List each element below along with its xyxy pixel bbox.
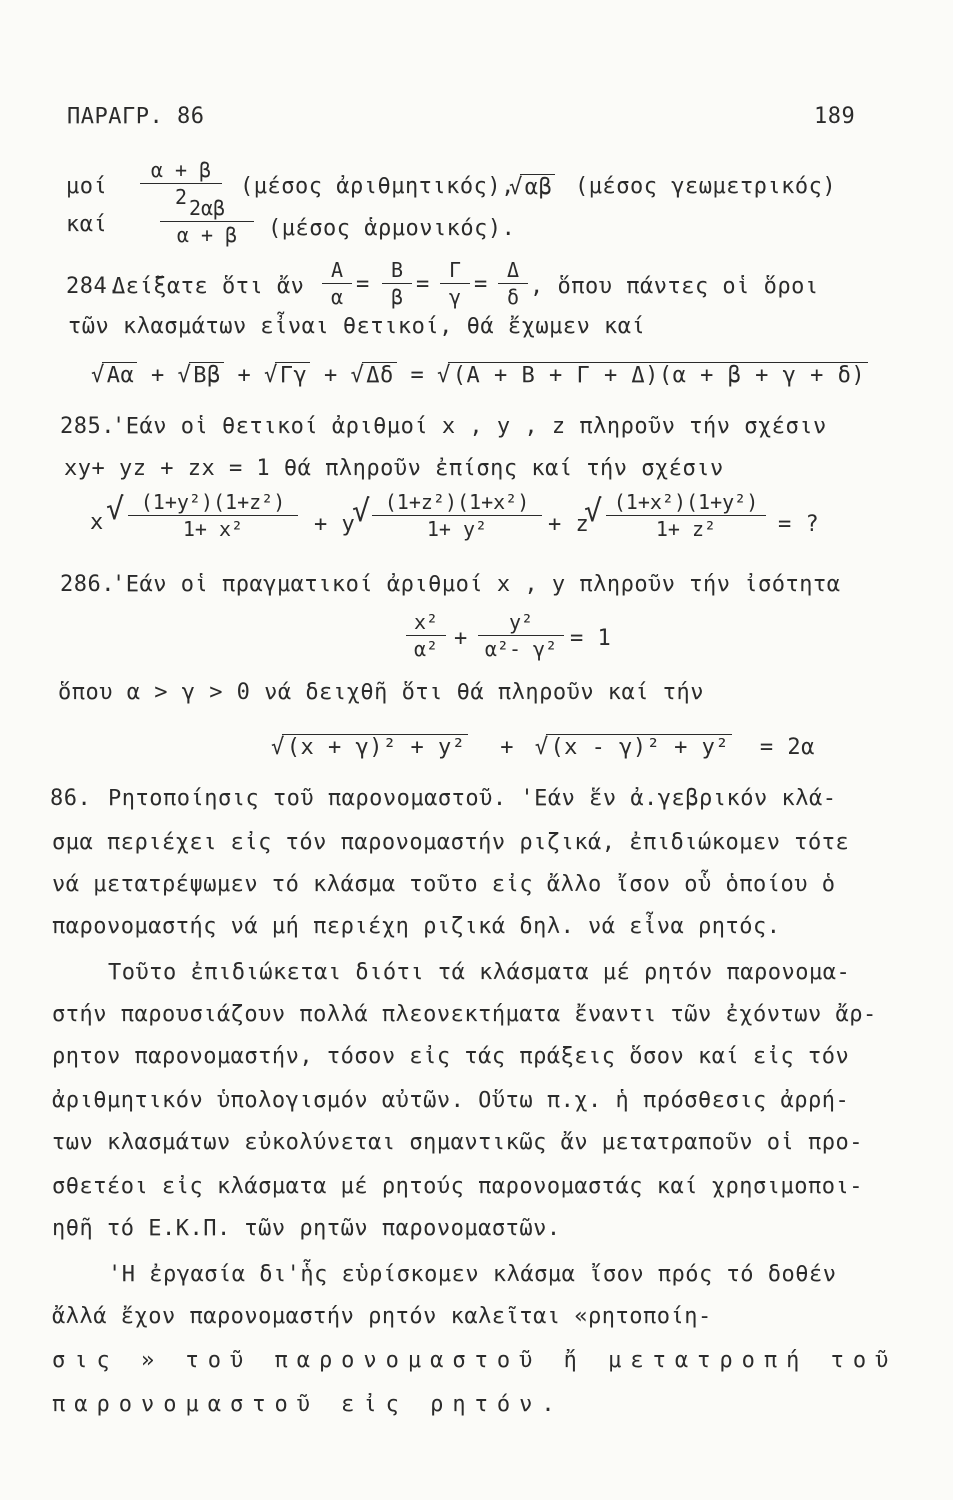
- radical-3-fraction: [606, 490, 766, 541]
- ratio-c: [440, 258, 470, 309]
- problem-285-line-1: 'Εάν οἱ θετικοί ἀριθμοί x , y , z πληροῦν τήν σχέσιν: [112, 414, 827, 439]
- radical-1-sign: √: [106, 492, 125, 527]
- equals-1: =: [356, 272, 370, 297]
- ellipse-x-den: α²: [413, 637, 439, 661]
- harm-mean-fraction: [160, 196, 254, 247]
- problem-286-rhs: = 2α: [759, 735, 815, 760]
- radical-1-fraction: [128, 490, 298, 541]
- radical-3-den: 1+ z²: [655, 517, 717, 541]
- radical-1-den: 1+ x²: [182, 517, 244, 541]
- intro-prefix-1: μοί: [66, 174, 108, 199]
- text-line-3: νά μετατρέψωμεν τό κλάσμα τοῦτο εἰς ἄλλο ἴσον οὗ ὁποίου ὁ: [52, 872, 836, 897]
- text-line-7: ρητον παρονομαστήν, τόσον εἰς τάς πράξεις ὅσον καί εἰς τόν: [52, 1044, 850, 1069]
- ellipse-y-den: α²- γ²: [484, 637, 558, 661]
- ratio-a-den: α: [330, 285, 344, 309]
- text-line-14: σις » τοῦ παρονομαστοῦ ἤ μετατροπή τοῦ: [52, 1348, 898, 1373]
- intro-text-arith: (μέσος ἀριθμητικός),: [240, 174, 515, 199]
- problem-284-label: 284.: [66, 274, 121, 299]
- ratio-b: [382, 258, 412, 309]
- radical-2-num: (1+z²)(1+x²): [372, 490, 542, 516]
- intro-prefix-2: καί: [66, 212, 108, 237]
- geo-mean-sqrt: √ αβ: [520, 174, 555, 200]
- page-number: 189: [814, 104, 856, 129]
- section-header: ΠΑΡΑΓΡ. 86: [67, 104, 205, 129]
- text-line-2: σμα περιέχει εἰς τόν παρονομαστήν ριζικά, ἐπιδιώκομεν τότε: [52, 830, 850, 855]
- text-line-8: ἀριθμητικόν ὑπολογισμόν αὐτῶν. Οὕτω π.χ. ἡ πρόσθεσις ἀρρή-: [52, 1088, 850, 1113]
- equals-3: =: [474, 272, 488, 297]
- ellipse-x-num: x²: [406, 610, 446, 636]
- problem-285-label: 285.: [60, 414, 115, 439]
- text-line-12: 'Η ἐργασία δι'ἧς εὑρίσκομεν κλάσμα ἴσον πρός τό δοθέν: [108, 1262, 837, 1287]
- arith-mean-numerator: α + β: [140, 158, 222, 184]
- geo-mean: [520, 174, 555, 200]
- text-line-5: Τοῦτο ἐπιδιώκεται διότι τά κλάσματα μέ ρητόν παρονομα-: [108, 960, 851, 985]
- text-line-15: παρονομαστοῦ εἰς ρητόν.: [52, 1392, 564, 1417]
- ratio-c-den: γ: [448, 285, 462, 309]
- sqrt-gg: √ Γγ: [275, 362, 310, 388]
- ellipse-plus: +: [454, 626, 468, 651]
- ellipse-term-x: [406, 610, 446, 661]
- problem-286-line-3: ὅπου α > γ > 0 νά δειχθῆ ὅτι θά πληροῦν καί τήν: [58, 680, 705, 705]
- problem-286-label: 286.: [60, 572, 115, 597]
- ratio-b-num: Β: [382, 258, 412, 284]
- text-line-6: στήν παρουσιάζουν πολλά πλεονεκτήματα ἔναντι τῶν ἐχόντων ἄρ-: [52, 1002, 877, 1027]
- problem-285-rhs: = ?: [778, 512, 820, 537]
- ratio-d: [498, 258, 528, 309]
- sqrt-term-2: √ (x - γ)² + y²: [546, 734, 732, 760]
- problem-286-equation: [282, 734, 815, 760]
- section-86-label: 86.: [50, 786, 92, 811]
- ellipse-term-y: [478, 610, 564, 661]
- problem-286-line-1: 'Εάν οἱ πραγματικοί ἀριθμοί x , y πληροῦν τήν ἰσότητα: [112, 572, 841, 597]
- text-line-13: ἄλλά ἔχον παρονομαστήν ρητόν καλεῖται «ρητοποίη-: [52, 1304, 712, 1329]
- radical-2-den: 1+ y²: [426, 517, 488, 541]
- text-line-1: Ρητοποίησις τοῦ παρονομαστοῦ. 'Εάν ἕν ἀ.γεβρικόν κλά-: [108, 786, 837, 811]
- text-line-4: παρονομαστής νά μή περιέχη ριζικά δηλ. νά εἶνα ρητός.: [52, 914, 781, 939]
- problem-284-equation: √ Αα + √ Ββ + √ Γγ + √ Δδ = √ (Α + Β + Γ + Δ)(α + β + γ + δ): [102, 362, 868, 388]
- radical-2-sign: √: [352, 494, 371, 529]
- sqrt-sum-product: √ (Α + Β + Γ + Δ)(α + β + γ + δ): [448, 362, 868, 388]
- radical-1-num: (1+y²)(1+z²): [128, 490, 298, 516]
- ellipse-y-num: y²: [478, 610, 564, 636]
- problem-284-text-2: , ὅπου πάντες οἱ ὅροι: [530, 274, 819, 299]
- problem-284-text-1: Δεί̃ξατε ὅτι ἄν: [112, 274, 305, 299]
- radical-3-num: (1+x²)(1+y²): [606, 490, 766, 516]
- problem-285-line-2: xy+ yz + zx = 1 θά πληροῦν ἐπίσης καί τήν σχέσιν: [64, 456, 724, 481]
- problem-284-line-2: τῶν κλασμάτων εἶναι θετικοί, θά ἔχωμεν καί: [68, 314, 646, 339]
- sqrt-aa: √ Αα: [102, 362, 137, 388]
- sqrt-term-1: √ (x + γ)² + y²: [282, 734, 468, 760]
- coef-z: + z: [548, 512, 590, 537]
- ratio-c-num: Γ: [440, 258, 470, 284]
- coef-y: + y: [314, 512, 356, 537]
- text-line-11: ηθῆ τό Ε.Κ.Π. τῶν ρητῶν παρονομαστῶν.: [52, 1216, 561, 1241]
- ratio-a-num: Α: [322, 258, 352, 284]
- coef-x: x: [90, 510, 104, 535]
- sqrt-dd: √ Δδ: [362, 362, 397, 388]
- text-line-9: των κλασμάτων εὐκολύνεται σημαντικῶς ἄν μετατραποῦν οἱ προ-: [52, 1130, 863, 1155]
- sqrt-bb: √ Ββ: [189, 362, 224, 388]
- equals-2: =: [416, 272, 430, 297]
- harm-mean-numerator: 2αβ: [160, 196, 254, 222]
- radical-3-sign: √: [584, 494, 603, 529]
- arith-mean-denominator: 2: [174, 185, 188, 209]
- text-line-10: σθετέοι εἰς κλάσματα μέ ρητούς παρονομαστάς καί χρησιμοποι-: [52, 1174, 863, 1199]
- intro-text-harm: (μέσος ἁρμονικός).: [268, 216, 516, 241]
- intro-text-geo: (μέσος γεωμετρικός): [575, 174, 837, 199]
- radical-2-fraction: [372, 490, 542, 541]
- ratio-d-den: δ: [506, 285, 520, 309]
- harm-mean-denominator: α + β: [176, 223, 238, 247]
- sqrt-plus: +: [500, 735, 514, 760]
- ratio-b-den: β: [390, 285, 404, 309]
- ratio-d-num: Δ: [498, 258, 528, 284]
- ellipse-rhs: = 1: [570, 626, 612, 651]
- ratio-a: [322, 258, 352, 309]
